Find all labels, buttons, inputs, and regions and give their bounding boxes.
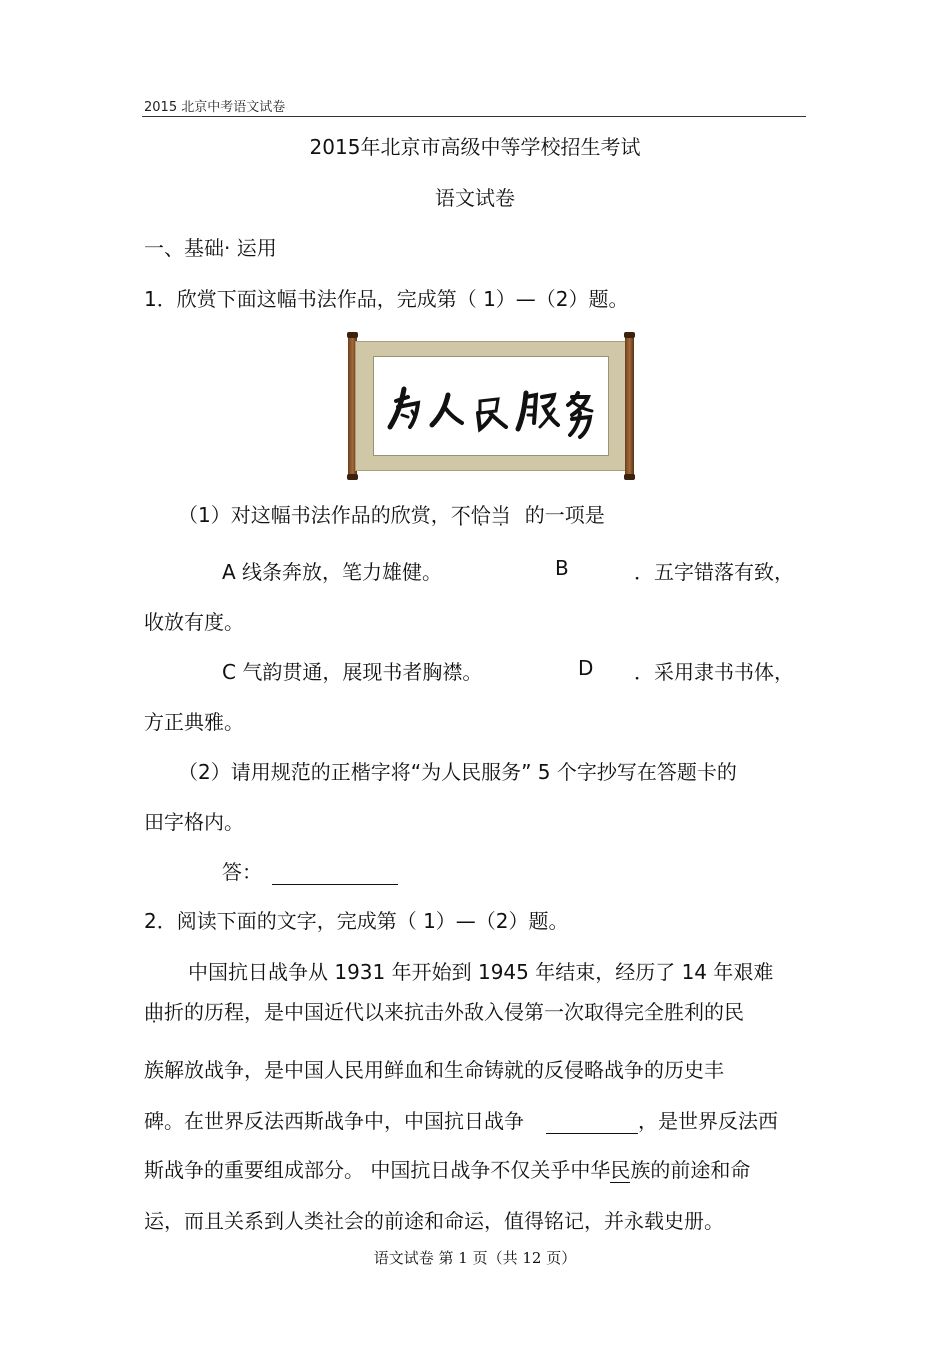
question-2-stem: 2．阅读下面的文字，完成第（ 1）—（2）题。 [144, 909, 569, 933]
emphasis-char: 不 [450, 503, 471, 527]
option-b-continued: 收放有度。 [144, 610, 244, 634]
exam-title: 2015年北京市高级中等学校招生考试 [309, 135, 641, 159]
option-d-letter: D [578, 656, 594, 680]
passage-line-2-rest: 折的历程，是中国近代以来抗击外敌入侵第一次取得完全胜利的民 [164, 1000, 744, 1024]
exam-subtitle: 语文试卷 [435, 186, 515, 210]
option-c: C 气韵贯通，展现书者胸襟。 [222, 660, 483, 684]
fill-in-blank[interactable] [546, 1113, 638, 1134]
underlined-char: 民 [610, 1158, 631, 1182]
running-header: 2015 北京中考语文试卷 [144, 100, 286, 115]
passage-line-4-b: ，是世界反法西 [638, 1109, 778, 1133]
passage-line-2 [144, 996, 744, 1025]
answer-blank[interactable] [272, 864, 398, 885]
question-1-1 [178, 499, 605, 528]
calligraphy-scroll-image [348, 335, 634, 477]
passage-line-6: 运，而且关系到人类社会的前途和命运，值得铭记，并永载史册。 [144, 1209, 724, 1233]
passage-line-1: 中国抗日战争从 1931 年开始到 1945 年结束，经历了 14 年艰难 [188, 960, 774, 984]
option-a: A 线条奔放，笔力雄健。 [222, 560, 443, 584]
emphasis-char: 当 [490, 503, 511, 527]
page-footer: 语文试卷 第 1 页（共 12 页） [373, 1249, 577, 1267]
calligraphy-artwork [374, 357, 608, 455]
q1-1-emphasis [451, 503, 511, 527]
question-1-2-line2: 田字格内。 [144, 810, 244, 834]
question-1-stem: 1．欣赏下面这幅书法作品，完成第（ 1）—（2）题。 [144, 287, 629, 311]
option-d-continued: 方正典雅。 [144, 710, 244, 734]
scroll-mount [355, 341, 627, 471]
emphasis-char: 恰 [470, 503, 491, 527]
option-d-text: ．采用隶书书体， [634, 660, 794, 684]
option-b-letter: B [555, 556, 569, 580]
passage-line-5-b: 族的前途和命 [630, 1158, 751, 1182]
passage-line-5 [144, 1154, 750, 1183]
scroll-panel [373, 356, 609, 456]
answer-line [222, 856, 398, 885]
q1-1-tail: 的一项是 [524, 503, 605, 527]
section-heading: 一、基础· 运用 [144, 236, 277, 260]
question-1-2-line1: （2）请用规范的正楷字将“为人民服务” 5 个字抄写在答题卡的 [178, 760, 737, 784]
passage-line-3: 族解放战争，是中国人民用鲜血和生命铸就的反侵略战争的历史丰 [144, 1058, 724, 1082]
answer-label: 答： [222, 860, 262, 884]
passage-line-4 [144, 1105, 778, 1134]
q1-1-lead: （1）对这幅书法作品的欣赏， [178, 503, 451, 527]
passage-line-4-a: 碑。在世界反法西斯战争中，中国抗日战争 [144, 1109, 524, 1133]
header-rule [142, 116, 806, 117]
passage-line-5-a: 斯战争的重要组成部分。 中国抗日战争不仅关乎中华 [144, 1158, 611, 1182]
dotted-char: 曲 [144, 1000, 164, 1024]
option-b-text: ．五字错落有致， [634, 560, 794, 584]
